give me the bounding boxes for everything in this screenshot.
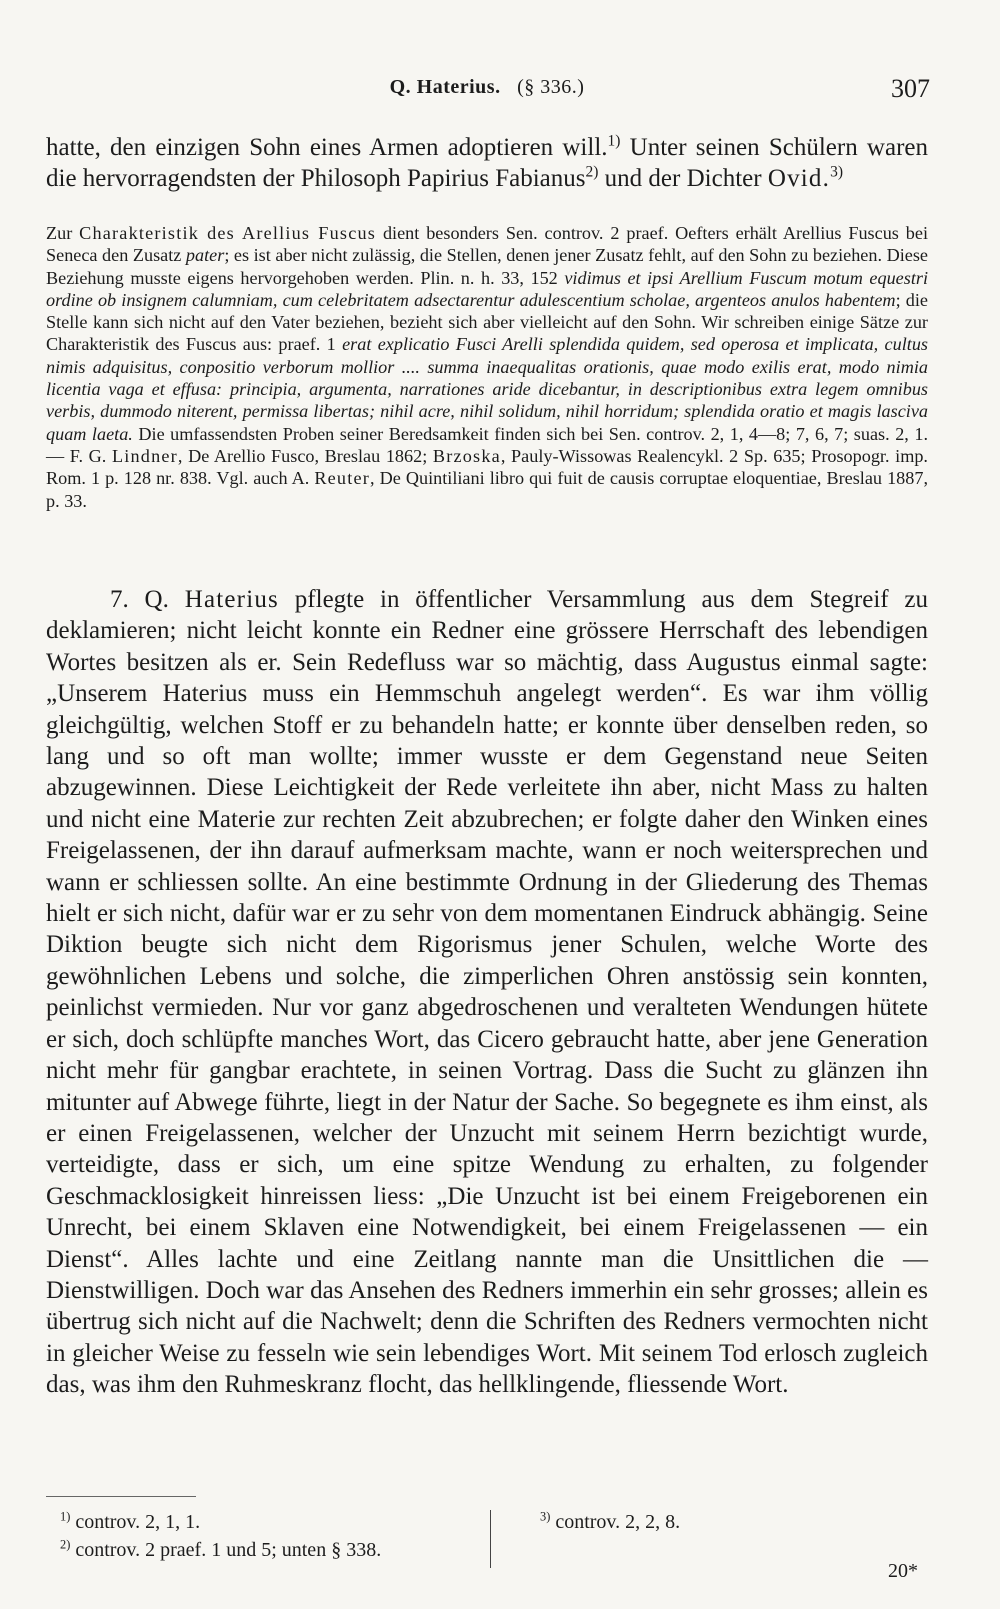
footnote-text: controv. 2, 1, 1. xyxy=(70,1511,201,1533)
note-text: Zur xyxy=(46,223,80,243)
footnote-text: controv. 2 praef. 1 und 5; unten § 338. xyxy=(70,1539,382,1561)
note-author-name: Lindner xyxy=(111,445,178,466)
main-text: pflegte in öffentlicher Versammlung aus dem Stegreif zu deklamieren; nicht leicht konnte ein Redner eine grössere Herrschaft des lebendigen Wortes besitzen als er. Sein Redefluss war so mächtig, dass Augustus einmal sagte: „Unserem Haterius muss ein Hemmschuh angelegt werden“. Es war ihm völlig gleichgültig, welchen Stoff er zu behandeln hatte; er konnte über denselben reden, so lang und so oft man wollte; immer wusste er dem Gegenstand neue Seiten abzugewinnen. Diese Leichtigkeit der Rede verleitete ihn aber, nicht Mass zu halten und nicht eine Materie zur rechten Zeit abzubrechen; er folgte daher den Winken eines Freigelassenen, der ihn darauf aufmerksam machte, wann er noch weitersprechen und wann er schliessen sollte. An eine bestimmte Ordnung in der Gliederung des Themas hielt er sich nicht, dafür war er zu sehr von dem momentanen Eindruck abhängig. Seine Diktion beugte sich nicht dem Rigorismus jener Schulen, welche Worte des gewöhnlichen Lebens und solche, die zimperlichen Ohren anstössig sein konnten, peinlichst vermieden. Nur vor ganz abgedroschenen und veralteten Wendungen hütete er sich, doch schlüpfte manches Wort, das Cicero gebraucht hatte, aber jene Generation nicht mehr für gangbar erachtete, in seinen Vortrag. Dass die Sucht zu glänzen ihn mitunter auf Abwege führte, liegt in der Natur der Sache. So begegnete es ihm einst, als er einen Freigelassenen, welcher der Unzucht mit seinem Herrn bezichtigt wurde, verteidigte, dass er sich, um eine spitze Wendung zu erhalten, zu folgender Geschmacklosigkeit hinreissen liess: „Die Unzucht ist bei einem Freigeborenen ein Unrecht, bei einem Sklaven eine Notwendigkeit, bei einem Freigelassenen — ein Dienst“. Alles lachte und eine Zeitlang nannte man die Unsittlichen die — Dienstwilligen. Doch war das Ansehen des Redners immerhin ein sehr grosses; allein es übertrug sich nicht auf die Nachwelt; denn die Schriften des Redners vermochten nicht in gleicher Weise zu fesseln wie sein lebendiges Wort. Mit seinem Tod erlosch zugleich das, was ihm den Ruhmeskranz flocht, das hellklingende, fliessende Wort. xyxy=(46,586,928,1399)
small-print-notes xyxy=(46,222,928,512)
footnote-divider xyxy=(46,1496,196,1497)
footnote-mark: 3) xyxy=(540,1509,551,1524)
intro-ovid: Ovid. xyxy=(767,165,831,192)
footnote-text: controv. 2, 2, 8. xyxy=(550,1511,681,1533)
note-text: , Pauly-Wissowas Realencykl. 2 Sp. 635; Prosopogr. imp. Rom. 1 p. 128 nr. 838. Vgl. auch A. xyxy=(46,445,928,489)
footnote-ref-1: 1) xyxy=(607,132,621,150)
intro-text-cont: Unter seinen Schülern waren die hervorragendsten der Philosoph Papirius Fabianus xyxy=(46,134,928,192)
footnotes-left-column xyxy=(60,1508,490,1564)
footnotes-right-column xyxy=(540,1508,920,1536)
note-text: , De Arellio Fusco, Breslau 1862; xyxy=(177,445,433,466)
printer-signature: 20* xyxy=(888,1560,918,1582)
note-text: , De Quintiliani libro qui fuit de causis corruptae eloquentiae, Breslau 1887, p. 33. xyxy=(46,468,928,511)
intro-paragraph xyxy=(46,132,928,194)
note-italic: pater xyxy=(185,245,225,266)
section-name: Haterius xyxy=(184,586,279,613)
note-latin-quote: erat explicatio Fusci Arelli splendida quidem, sed operosa et implicata, cultus nimis adquisitus, conpositio verborum mollior .... summa inaequalitas orationis, quae modo exilis erat, modo nimia licentia vaga et effusa: principia, argumenta, narrationes aride dicebantur, in descriptionibus extra legem omnibus verbis, dummodo niterent, permissa libertas; nihil acre, nihil solidum, nihil horridum; splendida oratio et magis lasciva quam laeta. xyxy=(46,334,928,444)
note-text: ; die Stelle kann sich nicht auf den Vater beziehen, bezieht sich aber vielleicht auf den Sohn. Wir schreiben einige Sätze zur Charakteristik des Fuscus aus: praef. 1 xyxy=(46,289,928,355)
note-text: Die umfassendsten Proben seiner Beredsamkeit finden sich bei Sen. controv. 2, 1, 4—8; 7, 6, 7; suas. 2, 1. — F. G. xyxy=(46,423,928,466)
page-number: 307 xyxy=(891,74,930,103)
note-text: dient besonders Sen. controv. 2 praef. Oefters erhält Arellius Fuscus bei Seneca den Zusatz xyxy=(46,223,928,266)
footnote-ref-3: 3) xyxy=(830,163,843,181)
note-author-name: Reuter xyxy=(314,468,371,489)
footnote-2 xyxy=(60,1536,490,1564)
footnote-column-divider xyxy=(490,1510,491,1568)
footnotes xyxy=(60,1508,940,1588)
running-head xyxy=(44,76,930,99)
note-text: ; es ist aber nicht zulässig, die Stellen, denen jener Zusatz fehlt, auf den Sohn zu beziehen. Diese Beziehung musste eigens hervorgehoben werden. Plin. n. h. 33, 152 xyxy=(46,245,928,288)
main-paragraph xyxy=(46,584,928,1401)
running-head-section: (§ 336.) xyxy=(517,76,585,98)
footnote-mark: 1) xyxy=(60,1509,71,1524)
intro-text: hatte, den einzigen Sohn eines Armen adoptieren will. xyxy=(46,134,608,161)
footnote-1 xyxy=(60,1508,490,1536)
note-latin-quote: vidimus et ipsi Arellium Fuscum motum equestri ordine ob insignem calumniam, cum celebritatem adsectarentur adulescentium scholae, argenteos anulos habentem xyxy=(46,267,929,310)
footnote-ref-2: 2) xyxy=(585,163,599,181)
note-spaced-heading: Charakteristik des Arellius Fuscus xyxy=(79,223,377,243)
page-header xyxy=(44,70,930,110)
footnote-3 xyxy=(540,1508,920,1536)
section-number: 7. Q. xyxy=(110,586,185,613)
intro-text-end: und der Dichter xyxy=(598,165,768,192)
footnote-mark: 2) xyxy=(60,1537,71,1552)
note-author-name: Brzoska xyxy=(432,445,501,466)
running-head-author: Q. Haterius. xyxy=(389,76,501,98)
